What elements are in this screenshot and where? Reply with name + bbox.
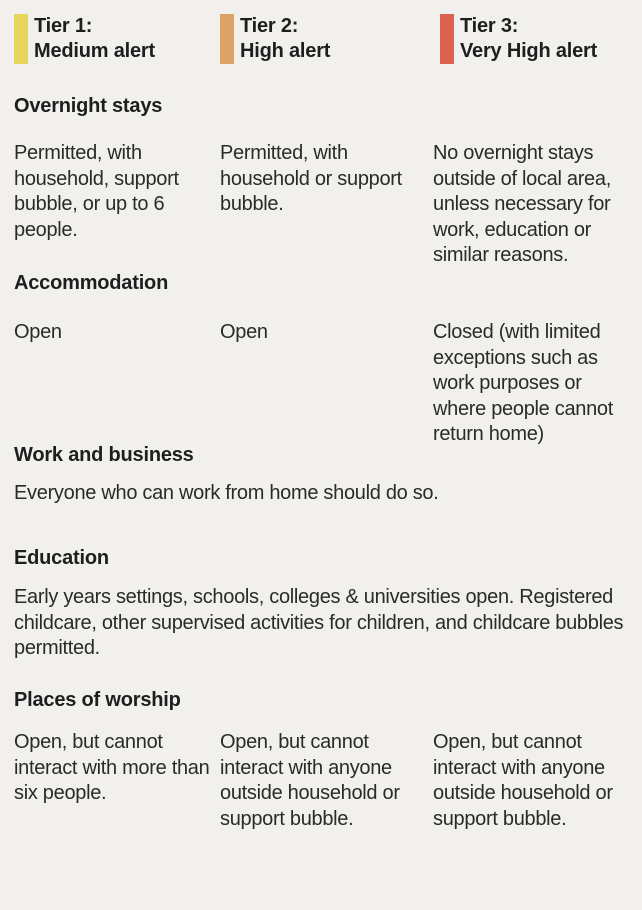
overnight-tier-1-text: Permitted, with household, support bubble, or up to 6 people. xyxy=(14,142,179,241)
accommodation-tier-3-text: Closed (with limited exceptions such as work purposes or where people cannot return home) xyxy=(433,321,613,445)
worship-tier-1-text: Open, but cannot interact with more than six people. xyxy=(14,731,210,804)
tier-3-label xyxy=(460,14,597,64)
work-business-heading: Work and business xyxy=(14,444,194,466)
overnight-tier-3-text: No overnight stays outside of local area, unless necessary for work, education or similar reasons. xyxy=(433,142,611,266)
tier-1-label xyxy=(34,14,155,64)
tier-3-number: Tier 3: xyxy=(460,15,519,37)
tier-1-level: Medium alert xyxy=(34,40,155,62)
tier-3-color-bar xyxy=(440,14,454,64)
places-of-worship-heading: Places of worship xyxy=(14,689,181,711)
tier-1-header xyxy=(14,14,155,64)
tier-2-level: High alert xyxy=(240,40,331,62)
accommodation-tier-2-text: Open xyxy=(220,321,268,343)
overnight-tier-2-text: Permitted, with household or support bubble. xyxy=(220,142,402,215)
work-business-text: Everyone who can work from home should do so. xyxy=(14,482,439,504)
worship-tier-3-text: Open, but cannot interact with anyone outside household or support bubble. xyxy=(433,731,613,830)
tier-2-color-bar xyxy=(220,14,234,64)
education-text: Early years settings, schools, colleges & universities open. Registered childcare, other supervised activities for children, and childcare bubbles permitted. xyxy=(14,586,624,659)
tier-1-number: Tier 1: xyxy=(34,15,93,37)
education-heading: Education xyxy=(14,547,109,569)
tier-2-header xyxy=(220,14,330,64)
worship-tier-2-text: Open, but cannot interact with anyone outside household or support bubble. xyxy=(220,731,400,830)
tier-2-number: Tier 2: xyxy=(240,15,299,37)
tier-1-color-bar xyxy=(14,14,28,64)
overnight-stays-heading: Overnight stays xyxy=(14,95,163,117)
tier-3-level: Very High alert xyxy=(460,40,598,62)
tier-3-header xyxy=(440,14,597,64)
accommodation-tier-1-text: Open xyxy=(14,321,62,343)
accommodation-heading: Accommodation xyxy=(14,272,169,294)
tier-2-label xyxy=(240,14,330,64)
